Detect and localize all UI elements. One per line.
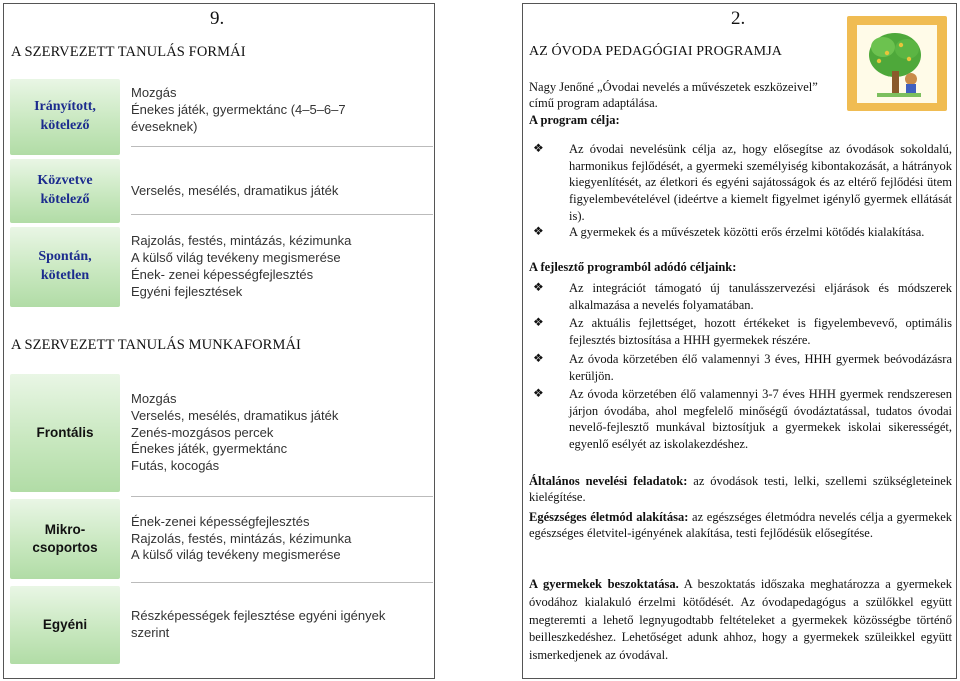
bullet-icon: ❖ [533,141,544,155]
list-item: ❖ Az integrációt támogató új tanulásszervezési eljárások és módszerek alkalmazása a nevelés folyamatában. [529,280,952,313]
page-number: 2. [731,8,746,29]
list-item: ❖ A gyermekek és a művészetek közötti erős érzelmi kötődés kialakítása. [529,224,952,241]
tree-icon [857,25,937,103]
row-divider [131,146,433,147]
form-row [10,79,433,155]
form-content: Mozgás Énekes játék, gyermektánc (4–5–6–7 éveseknek) [131,85,346,134]
bullet-icon: ❖ [533,351,544,365]
forms-section-title: A SZERVEZETT TANULÁS FORMÁI [11,44,246,60]
form-content: Rajzolás, festés, mintázás, kézimunka A külső világ tevékeny megismerése Ének- zenei képességfejlesztés Egyéni fejlesztések [131,233,352,299]
row-divider [131,214,433,215]
list-item: ❖ Az óvoda körzetében élő valamennyi 3-7 éves HHH gyermek rendszeresen járjon óvodába, ahol megfelelő minőségű óvodáztatással, tudatos óvodai nevelő-fejlesztő munkával biztosítjuk a gyermekek iskolai sikerességét, egyenlő esélyét az iskolakezdéshez. [529,386,952,453]
aim-heading: A program célja: [529,113,620,127]
work-form-label: Egyéni [10,586,120,664]
intro-text: Nagy Jenőné „Óvodai nevelés a művészetek eszközeivel” című program adaptálása. [529,80,818,111]
row-divider [131,496,433,497]
row-divider [131,582,433,583]
form-row [10,227,433,307]
form-label: Irányított, kötelező [10,79,120,155]
list-item: ❖ Az óvodai nevelésünk célja az, hogy elősegítse az óvodások sokoldalú, harmonikus fejlődését, a gyermeki személyiség kibontakozását, a hátrányok kiegyenlítését, az életkori és egyéni sajátosságok és az eltérő fejlődési ütem figyelembevételével (ideértve a kiemelt figyelmet igénylő gyermek ellátását is). [529,141,952,224]
form-label: Közvetve kötelező [10,159,120,223]
bullet-icon: ❖ [533,224,544,238]
left-page [3,3,435,679]
form-label: Spontán, kötetlen [10,227,120,307]
healthy-lifestyle-paragraph: Egészséges életmód alakítása: az egészséges életmódra nevelés célja a gyermekek egészséges életvitel-igényének alakítása, testi fejlődésük elősegítése. [529,510,952,541]
work-form-label: Frontális [10,374,120,492]
work-form-label: Mikro- csoportos [10,499,120,579]
right-page [522,3,957,679]
work-form-row [10,374,433,492]
bullet-icon: ❖ [533,386,544,400]
forms-grid [10,79,433,309]
bullet-icon: ❖ [533,280,544,294]
list-item: ❖ Az aktuális fejlettséget, hozott értékeket is figyelembevevő, optimális fejlesztés biztosítása a HHH gyermekek részére. [529,315,952,348]
work-form-content: Mozgás Verselés, mesélés, dramatikus játék Zenés-mozgásos percek Énekes játék, gyermektánc Futás, kocogás [131,390,339,474]
work-form-content: Ének-zenei képességfejlesztés Rajzolás, festés, mintázás, kézimunka A külső világ tevékeny megismerése [131,513,352,563]
page-number: 9. [210,8,225,29]
bullet-icon: ❖ [533,315,544,329]
work-form-row [10,499,433,579]
general-tasks-paragraph: Általános nevelési feladatok: az óvodások testi, lelki, szellemi szükségleteinek kielégítése. [529,474,952,505]
work-form-content: Részképességek fejlesztése egyéni igények szerint [131,608,386,640]
list-item: ❖ Az óvoda körzetében élő valamennyi 3 éves, HHH gyermek beóvodázásra kerüljön. [529,351,952,384]
form-content: Verselés, mesélés, dramatikus játék [131,182,339,198]
settling-in-paragraph: A gyermekek beszoktatása. A beszoktatás időszaka meghatározza a gyermekek óvodához kialakuló érzelmi kötődését. Az óvodapedagógus a szülőkkel együtt megteremti a lehető legnyugodtabb feltételeket a gyermekek közösségbe történő beilleszkedéshez. Lehetőséget adunk ahhoz, hogy a gyermekek szüleikkel együtt ismerkedjenek az óvodával. [529,577,952,662]
tree-illustration [847,16,947,111]
work-forms-section-title: A SZERVEZETT TANULÁS MUNKAFORMÁI [11,337,301,353]
goals-heading: A fejlesztő programból adódó céljaink: [529,260,737,274]
program-title: AZ ÓVODA PEDAGÓGIAI PROGRAMJA [529,44,782,59]
work-forms-grid [10,374,433,670]
work-form-row [10,586,433,664]
